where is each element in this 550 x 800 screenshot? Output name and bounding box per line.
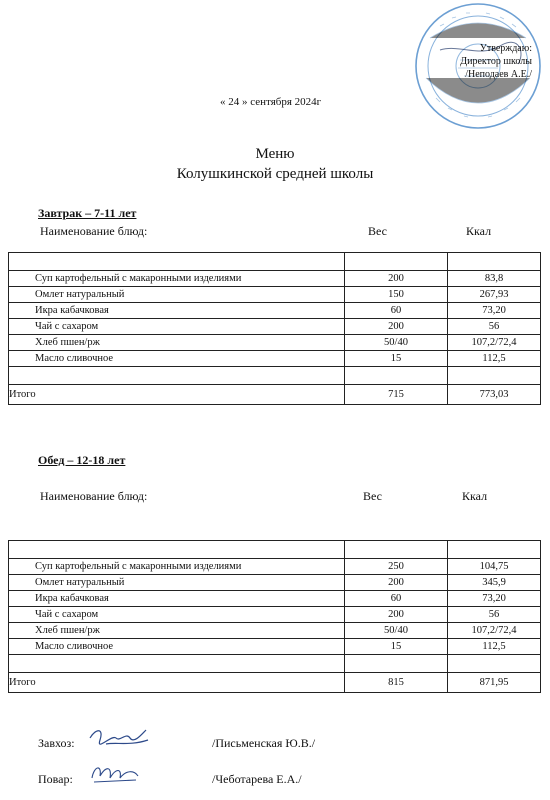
table-row [9,607,541,623]
table-row-spacer [9,541,541,559]
lunch-col-name: Наименование блюд: [40,489,148,503]
dish-kcal: 73,20 [448,591,541,607]
table-row [9,271,541,287]
dish-weight: 15 [345,351,448,367]
dish-kcal: 112,5 [448,351,541,367]
dish-kcal: 107,2/72,4 [448,623,541,639]
dish-name: Хлеб пшен/рж [9,335,345,351]
table-row [9,335,541,351]
dish-name: Омлет натуральный [9,287,345,303]
lunch-col-weight: Вес [363,489,382,503]
table-row [9,591,541,607]
approval-line-approve: Утверждаю: [479,43,532,54]
total-label: Итого [9,673,345,693]
lunch-heading: Обед – 12-18 лет [38,453,126,467]
dish-kcal: 104,75 [448,559,541,575]
dish-weight: 200 [345,319,448,335]
storekeeper-name: /Письменская Ю.В./ [212,736,316,750]
total-kcal: 773,03 [448,385,541,405]
dish-weight: 200 [345,271,448,287]
dish-name: Чай с сахаром [9,319,345,335]
dish-name: Икра кабачковая [9,591,345,607]
total-row [9,673,541,693]
dish-kcal: 107,2/72,4 [448,335,541,351]
dish-kcal: 112,5 [448,639,541,655]
dish-weight: 15 [345,639,448,655]
dish-kcal: 83,8 [448,271,541,287]
dish-kcal: 73,20 [448,303,541,319]
dish-kcal: 345,9 [448,575,541,591]
table-row-spacer [9,367,541,385]
dish-kcal: 267,93 [448,287,541,303]
document-date: « 24 » сентября 2024г [220,96,322,108]
approval-block [460,42,532,81]
approval-line-director-name: /Неподаев А.Е./ [465,69,532,80]
approval-line-director: Директор школы [460,56,532,67]
table-row [9,303,541,319]
school-name: Колушкинской средней школы [176,166,374,182]
dish-kcal: 56 [448,319,541,335]
dish-weight: 150 [345,287,448,303]
dish-weight: 60 [345,591,448,607]
table-row [9,319,541,335]
cook-signature [86,760,146,788]
table-row [9,623,541,639]
dish-name: Омлет натуральный [9,575,345,591]
dish-weight: 60 [345,303,448,319]
storekeeper-label: Завхоз: [38,736,75,750]
dish-name: Масло сливочное [9,351,345,367]
total-label: Итого [9,385,345,405]
dish-name: Икра кабачковая [9,303,345,319]
document-title: Меню [255,146,295,162]
total-weight: 715 [345,385,448,405]
breakfast-col-kcal: Ккал [466,224,492,238]
dish-name: Хлеб пшен/рж [9,623,345,639]
dish-weight: 200 [345,607,448,623]
table-row-spacer [9,655,541,673]
table-row-spacer [9,253,541,271]
dish-name: Масло сливочное [9,639,345,655]
table-row [9,559,541,575]
table-row [9,639,541,655]
table-row [9,575,541,591]
total-row [9,385,541,405]
breakfast-col-name: Наименование блюд: [40,224,148,238]
dish-kcal: 56 [448,607,541,623]
table-row [9,287,541,303]
breakfast-table [8,252,541,405]
lunch-col-kcal: Ккал [462,489,488,503]
breakfast-heading: Завтрак – 7-11 лет [38,206,137,220]
cook-name: /Чеботарева Е.А./ [212,772,302,786]
dish-name: Суп картофельный с макаронными изделиями [9,559,345,575]
cook-label: Повар: [38,772,73,786]
dish-name: Суп картофельный с макаронными изделиями [9,271,345,287]
total-kcal: 871,95 [448,673,541,693]
storekeeper-signature [86,724,156,750]
breakfast-col-weight: Вес [368,224,387,238]
dish-weight: 250 [345,559,448,575]
table-row [9,351,541,367]
lunch-table [8,540,541,693]
dish-name: Чай с сахаром [9,607,345,623]
dish-weight: 50/40 [345,623,448,639]
dish-weight: 50/40 [345,335,448,351]
total-weight: 815 [345,673,448,693]
dish-weight: 200 [345,575,448,591]
